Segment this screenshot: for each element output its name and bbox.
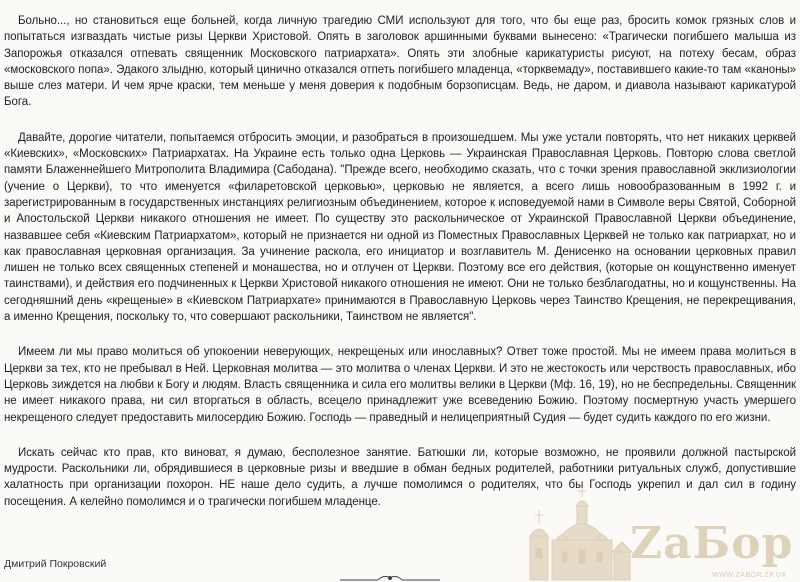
logo-url: WWW.ZABOR.ZP.UA [712,572,787,579]
article-author: Дмитрий Покровский [4,558,107,570]
divider-ornament-icon [340,572,440,582]
article-body [4,13,796,529]
logo-text: ZaБор [630,518,794,569]
site-logo-watermark [522,488,798,582]
article-paragraph: Давайте, дорогие читатели, попытаемся отбросить эмоции, и разобраться в произошедшем. Мы уже устали повторять, что нет никаких церквей «Киевских», «Московских» Патриархатах. На Украине есть только одна Церковь — Украинская Православная Церковь. Повторю слова светлой памяти Блаженнейшего Митрополита Владимира (Сабодана). "Прежде всего, необходимо сказать, что с точки зрения православной экклизиологии (учение о Церкви), то что именуется «филаретовской церковью», церковью не является, а всего лишь новообразованным в 1992 г. и зарегистрированным в государственных инстанциях религиозным объединением, которое к исповедуемой нами в Символе веры Святой, Соборной и Апостольской Церкви никакого отношения не имеет. По существу это раскольническое от Украинской Православной Церкви объединение, назвавшее себя «Киевским Патриархатом», который не признается ни одной из Поместных Православных Церквей не только как патриархат, но и как православная церковная организация. За учинение раскола, его инициатор и возглавитель М. Денисенко на основании церковных правил лишен не только всех священных степеней и монашества, но и отлучен от Церкви. Поэтому все его действия, (которые он кощунственно именует таинствами), и действия его подчиненных к Церкви Христовой никакого отношения не имеют. Они не только безблагодатны, но и кощунственны. На сегодняшний день «крещеные» в «Киевском Патриархате» принимаются в Православную Церковь через Таинство Крещения, не перекрещивания, а именно Крещения, поскольку то, что совершают раскольники, Таинством не является". [4,131,796,324]
article-paragraph: Искать сейчас кто прав, кто виноват, я думаю, бесполезное занятие. Батюшки ли, которые возможно, не проявили должной пастырской мудрости. Раскольники ли, обрядившиеся в церковные ризы и введшие в обман бедных родителей, работники ритуальных служб, допустившие халатность при организации похорон. НЕ наше дело судить, а лучше помолимся о родителях, что бы Господь укрепил и дал сил в годину посещения. А келейно помолимся и о трагически погибшем младенце. [4,446,796,508]
article-paragraph: Больно..., но становиться еще больней, когда личную трагедию СМИ используют для того, что бы еще раз, бросить комок грязных слов и попытаться изгваздать чистые ризы Церкви Христовой. Опять в заголовок аршинными буквами вынесено: «Трагически погибшего малыша из Запорожья отказался отпевать священник Московского патриархата». Опять эти злобные карикатуристы рисуют, на потеху бесам, образ «московского попа». Эдакого злыдню, который цинично отказался отпеть погибшего младенца, «торквемаду», поставившего какие-то там «каноны» выше слез матери. И чем ярче краски, тем меньше у меня доверия к подобным борзописцам. Ведь, не даром, и диавола называют карикатурой Бога. [4,15,796,109]
article-paragraph: Имеем ли мы право молиться об упокоении неверующих, некрещеных или инославных? Ответ тоже простой. Мы не имеем права молиться в Церкви за тех, кто не пребывал в Ней. Церковная молитва — это молитва о членах Церкви. И это не жестокость или черствость православных, ибо Церковь зиждется на любви к Богу и людям. Власть священника и сила его молитвы велики в Церкви (Мф. 16, 19), но не беспредельны. Священник не имеет никакого права, ни сил вторгаться в область, всецело принадлежит уже всеведению Божию. Поэтому посмертную участь умершего некрещеного следует предоставить милосердию Божию. Господь — праведный и нелицеприятный Судия — будет судить каждого по его жизни. [4,346,796,424]
